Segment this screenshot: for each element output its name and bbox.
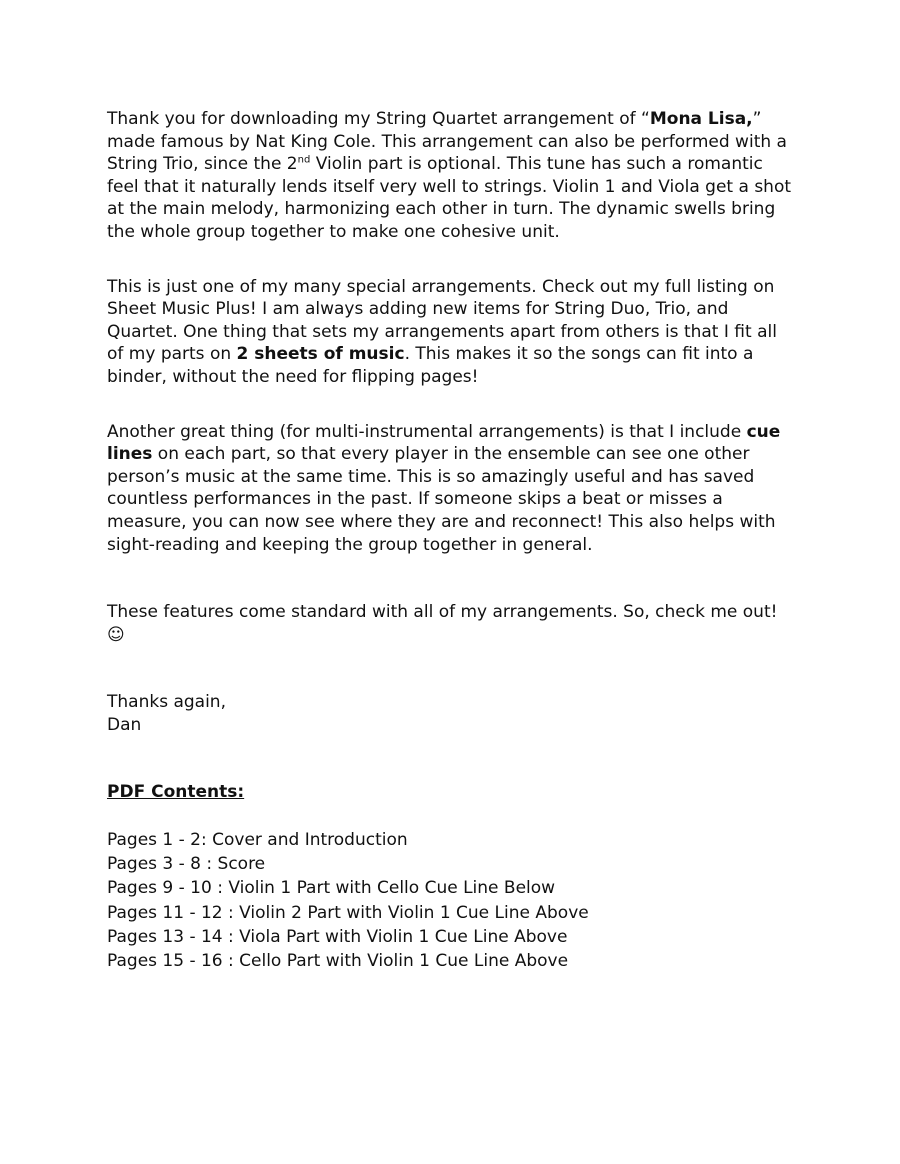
list-item: Pages 3 - 8 : Score <box>107 854 266 875</box>
intro-paragraph-3: Another great thing (for multi-instrumental arrangements) is that I include cue lines on each part, so that every player in the ensemble can see one other person’s music at the same time. This is so amazingly useful and has saved countless performances in the past. If someone skips a beat or misses a measure, you can now see where they are and reconnect! This also helps with sight-reading and keeping the group together in general. <box>107 421 781 555</box>
pdf-contents-list <box>107 828 797 973</box>
intro-paragraph-4: These features come standard with all of my arrangements. So, check me out! ☺ <box>107 602 778 645</box>
list-item: Pages 13 - 14 : Viola Part with Violin 1 Cue Line Above <box>107 926 568 947</box>
ordinal-suffix: nd <box>297 154 311 166</box>
signoff-line: Thanks again, <box>107 692 226 713</box>
intro-paragraph-2: This is just one of my many special arrangements. Check out my full listing on Sheet Music Plus! I am always adding new items for String Duo, Trio, and Quartet. One thing that sets my arrangements apart from others is that I fit all of my parts on 2 sheets of music. This makes it so the songs can fit into a binder, without the need for flipping pages! <box>107 276 777 387</box>
document-page <box>107 108 797 973</box>
signoff-name: Dan <box>107 714 142 735</box>
smiley-icon: ☺ <box>107 624 125 645</box>
signoff <box>107 691 797 736</box>
intro-paragraph-1: Thank you for downloading my String Quartet arrangement of “Mona Lisa,” made famous by Nat King Cole. This arrangement can also be performed with a String Trio, since the 2nd Violin part is optional. This tune has such a romantic feel that it naturally lends itself very well to strings. Violin 1 and Viola get a shot at the main melody, harmonizing each other in turn. The dynamic swells bring the whole group together to make one cohesive unit. <box>107 109 792 242</box>
list-item: Pages 11 - 12 : Violin 2 Part with Violin 1 Cue Line Above <box>107 902 589 923</box>
pdf-contents-heading: PDF Contents: <box>107 782 245 803</box>
list-item: Pages 9 - 10 : Violin 1 Part with Cello Cue Line Below <box>107 878 556 899</box>
song-title: Mona Lisa, <box>649 109 753 129</box>
list-item: Pages 1 - 2: Cover and Introduction <box>107 830 408 851</box>
two-sheets-emphasis: 2 sheets of music <box>236 344 405 365</box>
list-item: Pages 15 - 16 : Cello Part with Violin 1 Cue Line Above <box>107 951 569 972</box>
cue-lines-emphasis: cue lines <box>107 421 781 465</box>
